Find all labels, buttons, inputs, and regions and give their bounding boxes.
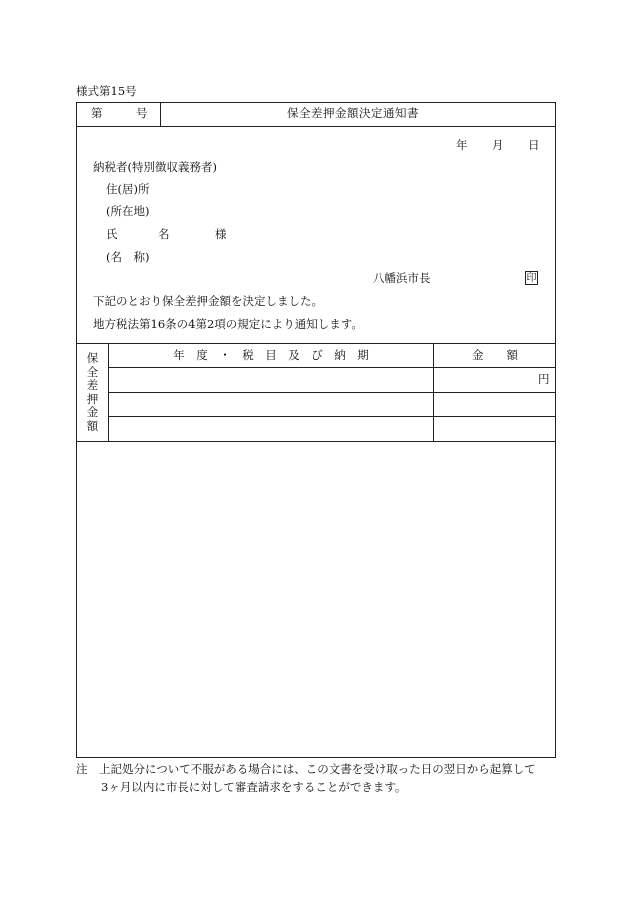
amount-column-header: 金 額 bbox=[472, 348, 518, 362]
notice-form bbox=[76, 102, 556, 758]
side-label-char: 差 bbox=[86, 378, 99, 392]
yen-unit: 円 bbox=[538, 372, 550, 386]
form-number: 様式第15号 bbox=[76, 84, 137, 98]
amount-table-row-divider bbox=[108, 392, 556, 393]
amount-table-header-divider bbox=[108, 367, 556, 368]
date-day: 日 bbox=[528, 138, 540, 152]
amount-table-side-label bbox=[77, 344, 108, 441]
document-number-go: 号 bbox=[136, 106, 148, 120]
name-label-mei: 名 bbox=[158, 227, 170, 241]
note-line2: 3ヶ月以内に市長に対して審査請求をすることができます。 bbox=[101, 780, 407, 794]
side-label-char: 額 bbox=[86, 418, 99, 433]
amount-table-bottom-border bbox=[76, 441, 556, 442]
header-column-divider bbox=[160, 102, 161, 126]
body-text-line1: 下記のとおり保全差押金額を決定しました。 bbox=[93, 294, 323, 308]
side-label-char: 全 bbox=[86, 364, 99, 379]
body-text-line2: 地方税法第16条の4第2項の規定により通知します。 bbox=[93, 317, 363, 331]
name-label-shi: 氏 bbox=[106, 227, 118, 241]
honorific-sama: 様 bbox=[215, 227, 227, 241]
amount-table-top-border bbox=[76, 343, 556, 344]
corporate-name-label: (名 称) bbox=[106, 250, 150, 264]
taxpayer-label: 納税者(特別徴収義務者) bbox=[93, 160, 217, 174]
note-line1: 注 上記処分について不服がある場合には、この文書を受け取った日の翌日から起算して bbox=[76, 762, 536, 776]
seal-mark: 印 bbox=[526, 273, 537, 284]
side-label-char: 押 bbox=[86, 391, 99, 406]
side-label-char: 金 bbox=[86, 405, 99, 419]
location-label: (所在地) bbox=[106, 204, 150, 218]
period-column-header: 年 度 ・ 税 目 及 び 納 期 bbox=[173, 348, 369, 362]
amount-table-row-divider bbox=[108, 416, 556, 417]
document-number-dai: 第 bbox=[91, 106, 103, 120]
date-month: 月 bbox=[492, 138, 504, 152]
date-year: 年 bbox=[456, 138, 468, 152]
address-label: 住(居)所 bbox=[106, 182, 150, 196]
side-label-char: 保 bbox=[86, 351, 99, 365]
document-title: 保全差押金額決定通知書 bbox=[287, 106, 419, 120]
header-divider bbox=[76, 126, 556, 127]
issuer-name: 八幡浜市長 bbox=[373, 271, 431, 285]
